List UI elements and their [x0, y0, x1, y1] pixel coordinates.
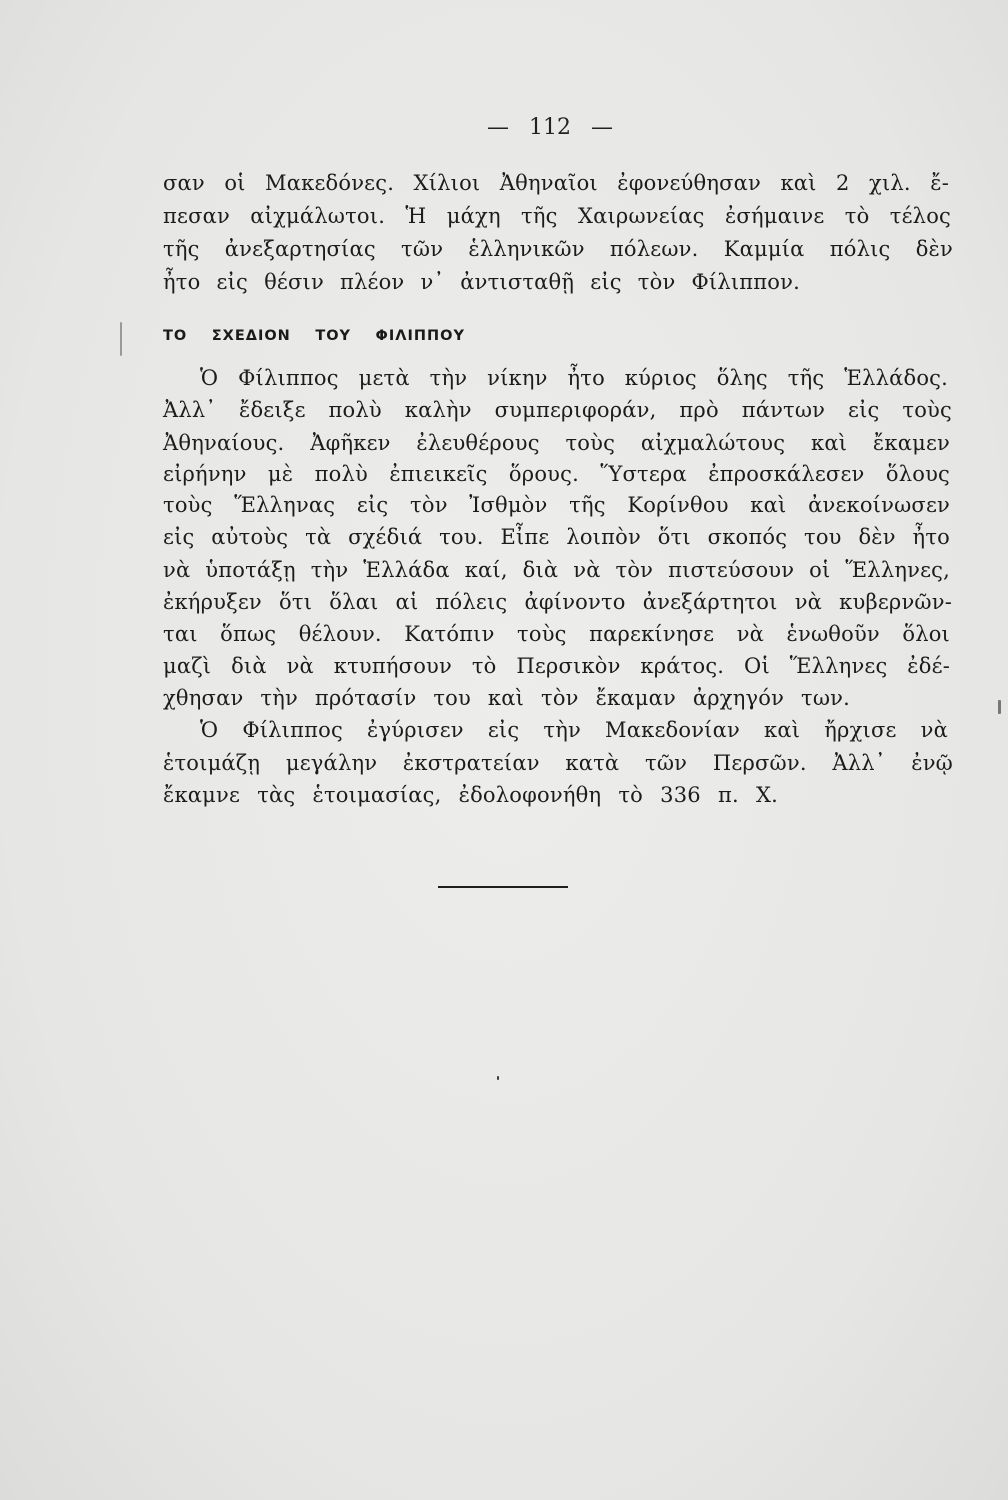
text-line: εἰς αὐτοὺς τὰ σχέδιά του. Εἶπε λοιπὸν ὅτι σκοπός του δὲν ἦτο [163, 525, 950, 549]
text-line: τῆς ἀνεξαρτησίας τῶν ἑλληνικῶν πόλεων. Καμμία πόλις δὲν [163, 237, 953, 261]
text-line: ἐκήρυξεν ὅτι ὅλαι αἱ πόλεις ἀφίνοντο ἀνεξάρτητοι νὰ κυβερνῶν- [163, 590, 952, 614]
text-line: Ὁ Φίλιππος μετὰ τὴν νίκην ἦτο κύριος ὅλης τῆς Ἑλλάδος. [200, 366, 948, 390]
scan-mark [497, 1076, 499, 1080]
text-line: εἰρήνην μὲ πολὺ ἐπιεικεῖς ὅρους. Ὕστερα ἐπροσκάλεσεν ὅλους [163, 462, 950, 486]
text-line: πεσαν αἰχμάλωτοι. Ἡ μάχη τῆς Χαιρωνείας ἐσήμαινε τὸ τέλος [163, 204, 951, 228]
text-line: Ἀθηναίους. Ἀφῆκεν ἐλευθέρους τοὺς αἰχμαλώτους καὶ ἔκαμεν [163, 431, 950, 455]
text-line: Ἀλλ᾽ ἔδειξε πολὺ καλὴν συμπεριφοράν, πρὸ πάντων εἰς τοὺς [163, 398, 952, 422]
text-line: τοὺς Ἕλληνας εἰς τὸν Ἰσθμὸν τῆς Κορίνθου καὶ ἀνεκοίνωσεν [163, 493, 950, 517]
page-number: — 112 — [487, 115, 613, 140]
scan-mark [998, 700, 1001, 714]
text-line: ται ὅπως θέλουν. Κατόπιν τοὺς παρεκίνησε νὰ ἑνωθοῦν ὅλοι [163, 622, 950, 646]
text-line: μαζὶ διὰ νὰ κτυπήσουν τὸ Περσικὸν κράτος. Οἱ Ἕλληνες ἐδέ- [163, 654, 950, 678]
text-line: Ὁ Φίλιππος ἐγύρισεν εἰς τὴν Μακεδονίαν καὶ ἤρχισε νὰ [200, 718, 948, 742]
section-heading: ΤΟ ΣΧΕΔΙΟΝ ΤΟΥ ΦΙΛΙΠΠΟΥ [163, 328, 465, 344]
scan-mark [120, 322, 122, 356]
text-line: ἑτοιμάζῃ μεγάλην ἐκστρατείαν κατὰ τῶν Περσῶν. Ἀλλ᾽ ἐνῷ [163, 751, 953, 775]
text-line: σαν οἱ Μακεδόνες. Χίλιοι Ἀθηναῖοι ἐφονεύθησαν καὶ 2 χιλ. ἔ- [163, 171, 949, 195]
text-line: χθησαν τὴν πρότασίν του καὶ τὸν ἔκαμαν ἀρχηγόν των. [163, 686, 850, 710]
text-line: νὰ ὑποτάξῃ τὴν Ἑλλάδα καί, διὰ νὰ τὸν πιστεύσουν οἱ Ἕλληνες, [163, 558, 950, 582]
text-line: ἔκαμνε τὰς ἑτοιμασίας, ἐδολοφονήθη τὸ 336 π. Χ. [163, 783, 778, 807]
end-rule [438, 886, 568, 888]
text-line: ἦτο εἰς θέσιν πλέον ν᾽ ἀντισταθῇ εἰς τὸν Φίλιππον. [163, 270, 800, 294]
